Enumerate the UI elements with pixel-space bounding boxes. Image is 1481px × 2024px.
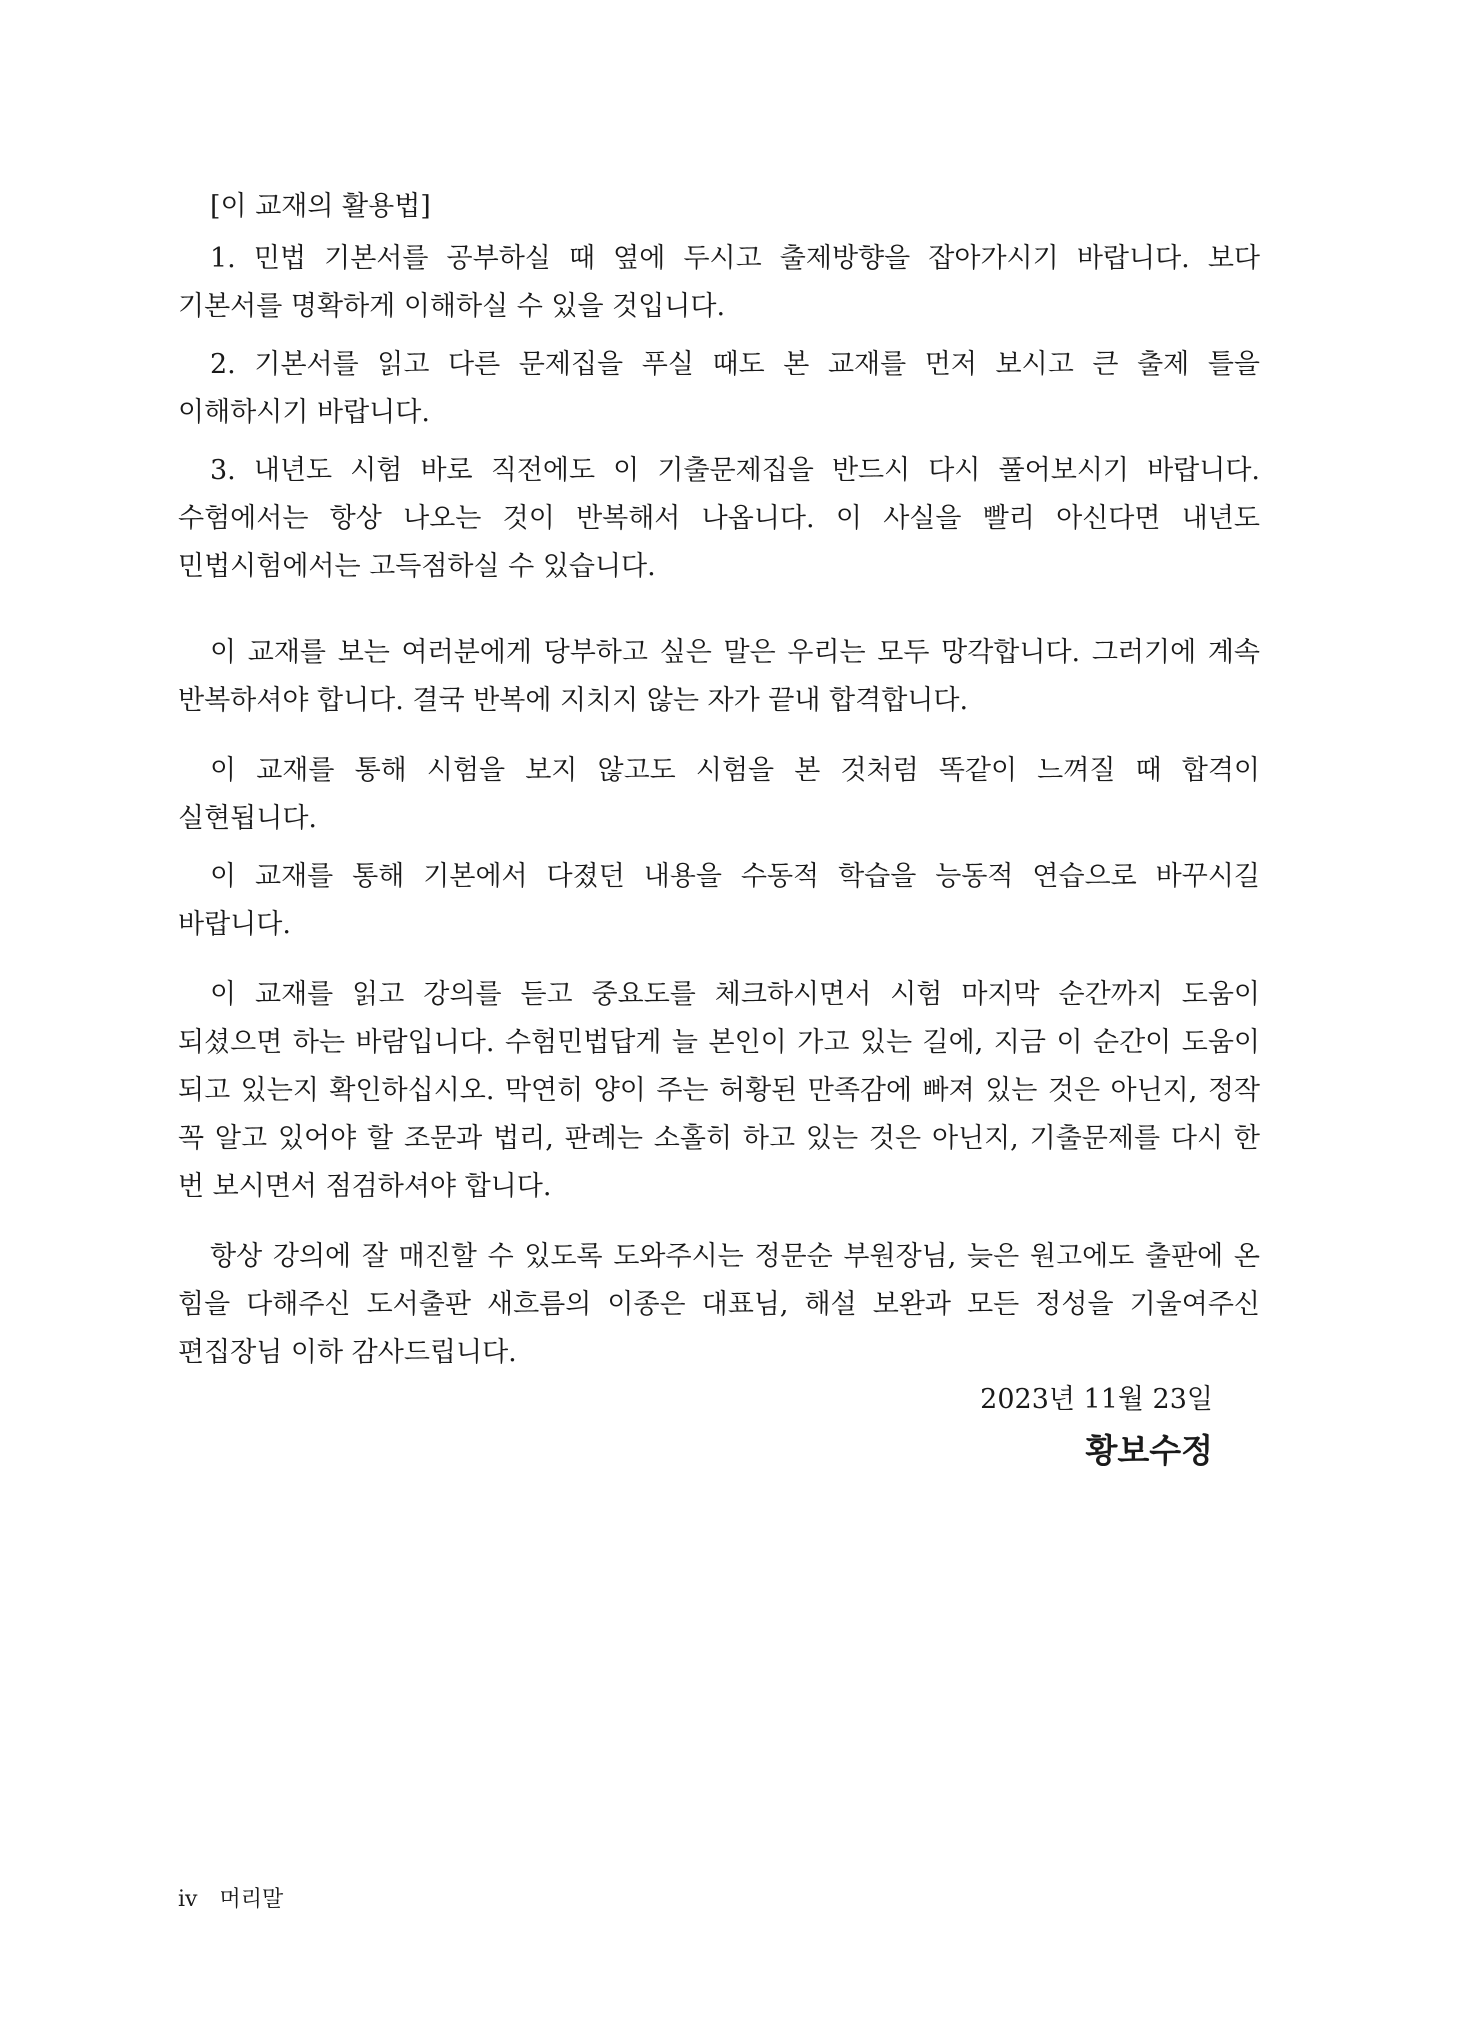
- paragraph-checking: 이 교재를 읽고 강의를 듣고 중요도를 체크하시면서 시험 마지막 순간까지 도움이 되셨으면 하는 바람입니다. 수험민법답게 늘 본인이 가고 있는 길에, 지금 이 순간이 도움이 되고 있는지 확인하십시오. 막연히 양이 주는 허황된 만족감에 빠져 있는 것은 아닌지, 정작 꼭 알고 있어야 할 조문과 법리, 판례는 소홀히 하고 있는 것은 아닌지, 기출문제를 다시 한 번 보시면서 점검하셔야 합니다.: [178, 979, 1260, 1202]
- preface-body: [178, 183, 1260, 1377]
- signature-block: [980, 1378, 1213, 1476]
- paragraph-acknowledgements: 항상 강의에 잘 매진할 수 있도록 도와주시는 정문순 부원장님, 늦은 원고에도 출판에 온 힘을 다해주신 도서출판 새흐름의 이종은 대표님, 해설 보완과 모든 정성을 기울여주신 편집장님 이하 감사드립니다.: [178, 1241, 1260, 1368]
- signature-author: 황보수정: [1085, 1431, 1213, 1470]
- footer-section-label: 머리말: [219, 1887, 284, 1912]
- page-number: iv: [178, 1887, 198, 1912]
- paragraph-active-practice: 이 교재를 통해 기본에서 다졌던 내용을 수동적 학습을 능동적 연습으로 바꾸시길 바랍니다.: [178, 861, 1260, 940]
- paragraph-repetition: 이 교재를 보는 여러분에게 당부하고 싶은 말은 우리는 모두 망각합니다. 그러기에 계속 반복하셔야 합니다. 결국 반복에 지치지 않는 자가 끝내 합격합니다.: [178, 637, 1260, 716]
- signature-date: 2023년 11월 23일: [980, 1384, 1213, 1415]
- usage-item-3: 3. 내년도 시험 바로 직전에도 이 기출문제집을 반드시 다시 풀어보시기 바랍니다. 수험에서는 항상 나오는 것이 반복해서 나옵니다. 이 사실을 빨리 아신다면 내년도 민법시험에서는 고득점하실 수 있습니다.: [178, 455, 1260, 582]
- paragraph-exam-feeling: 이 교재를 통해 시험을 보지 않고도 시험을 본 것처럼 똑같이 느껴질 때 합격이 실현됩니다.: [178, 755, 1260, 834]
- usage-item-1: 1. 민법 기본서를 공부하실 때 옆에 두시고 출제방향을 잡아가시기 바랍니다. 보다 기본서를 명확하게 이해하실 수 있을 것입니다.: [178, 243, 1260, 322]
- page-footer: [178, 1885, 283, 1915]
- usage-section-title: [이 교재의 활용법]: [210, 191, 431, 222]
- usage-item-2: 2. 기본서를 읽고 다른 문제집을 푸실 때도 본 교재를 먼저 보시고 큰 출제 틀을 이해하시기 바랍니다.: [178, 349, 1260, 428]
